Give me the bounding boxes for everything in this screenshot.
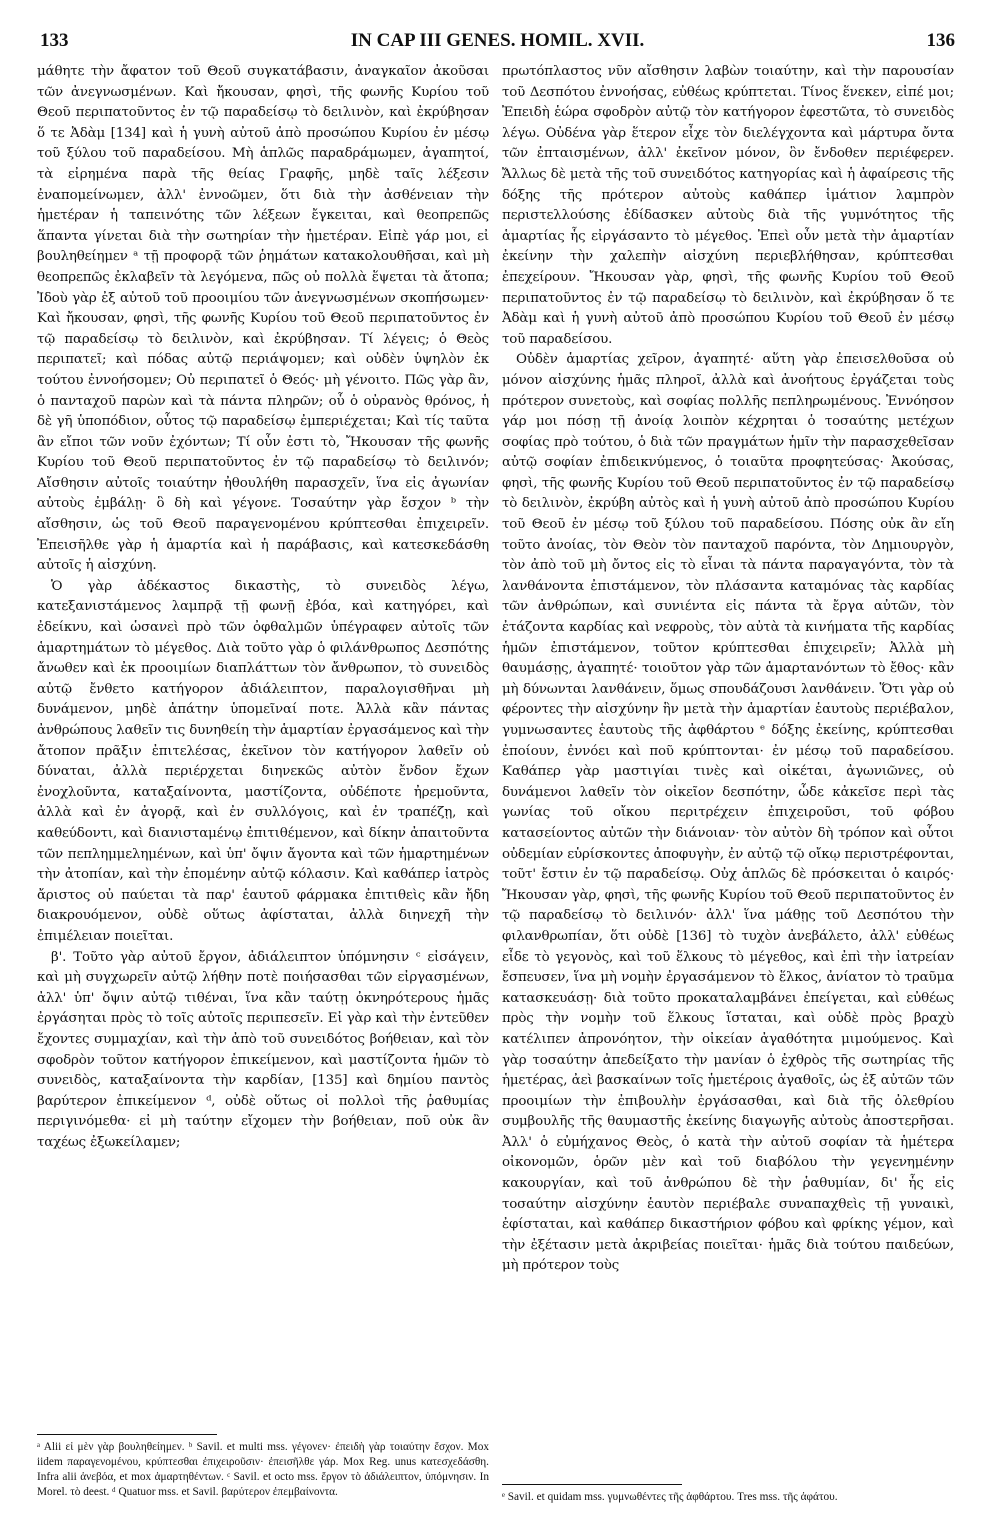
paragraph: Ὁ γὰρ ἀδέκαστος δικαστὴς, τὸ συνειδὸς λέγω, κατεξανιστάμενος λαμπρᾷ τῇ φωνῇ ἐβόα, καὶ κατηγόρει, καὶ ἐδείκνυ, καὶ ὡσανεὶ πρὸ τῶν ὀφθαλμῶν ὑπέγραφεν αὐτοῖς τῶν ἁμαρτημάτων τὸ μέγεθος. Διὰ τοῦτο γὰρ ὁ φιλάνθρωπος Δεσπότης ἄνωθεν καὶ ἐκ προοιμίων διαπλάττων τὸν ἄνθρωπον, τὸ συνειδὸς αὐτῷ ἔνθετο κατήγορον ἀδιάλειπτον, παραλογισθῆναι μὴ δυνάμενον, μηδὲ ἀπάτην ὑπομεῖναί ποτε. Ἀλλὰ κἂν πάντας ἀνθρώπους λαθεῖν τις δυνηθείη τὴν ἁμαρτίαν ἐργασάμενος καὶ τὴν ἄτοπον πρᾶξιν ἐπιτελέσας, ἐκεῖνον τὸν κατήγορον λαθεῖν οὐ δύναται, ἀλλὰ περιέρχεται διηνεκῶς αὐτὸν ἔνδον ἔχων ἐνοχλοῦντα, καταξαίνοντα, μαστίζοντα, οὐδέποτε ἠρεμοῦντα, ἀλλὰ καὶ ἐν ἀγορᾷ, καὶ ἐν συλλόγοις, καὶ ἐν τραπέζῃ, καὶ καθεύδοντι, καὶ διανισταμένῳ ἐπιτιθέμενον, καὶ δίκην ἀπαιτοῦντα τῶν πεπλημμελημένων, καὶ ὑπ' ὄψιν ἄγοντα καὶ τῶν ἡμαρτημένων τὴν ἀτοπίαν, καὶ τὴν ἐπομένην αὐτῷ κόλασιν. Καὶ καθάπερ ἰατρὸς ἄριστος οὐ παύεται τὰ παρ' ἑαυτοῦ φάρμακα ἐπιτιθεὶς κἂν ἤδη διακρουόμενον, οὐδὲ οὕτως ἀφίσταται, ἀλλὰ διηνεχῆ τὴν ἐπιμέλειαν ποιεῖται. [37, 578, 489, 944]
page-number-left: 133 [40, 30, 69, 51]
footnotes-left: ᵃ Alii εἰ μὲν γὰρ βουληθείημεν. ᵇ Savil. et multi mss. γέγονεν· ἐπειδὴ γὰρ τοιαύτην ἔσχον. Mox iidem παραγενομένου, κρύπτεσθαι ἐπιχειροῦσιν· ἐπεισῆλθε γάρ. Mox Reg. unus κατεσχεδάσθη. Infra alii ἀνεβόα, et mox ἁμαρτηθέντων. ᶜ Savil. et octo mss. ἔργον τὸ ἀδιάλειπτον, ὑπόμνησιν. In Morel. τὸ deest. ᵈ Quatuor mss. et Savil. βαρύτερον ἐπεμβαίνοντα. [37, 1441, 489, 1498]
paragraph: β'. Τοῦτο γὰρ αὐτοῦ ἔργον, ἀδιάλειπτον ὑπόμνησιν ᶜ εἰσάγειν, καὶ μὴ συγχωρεῖν αὐτῷ λήθην ποτὲ ποιήσασθαι τῶν εἰργασμένων, ἀλλ' ὑπ' ὄψιν αὐτῷ τιθέναι, ἵνα κἂν ταύτῃ ὀκνηρότερους ἡμᾶς ἐργάσηται πρὸς τὸ τοῖς αὐτοῖς περιπεσεῖν. Εἰ γὰρ καὶ τὴν ἐντεῦθεν ἔχοντες συμμαχίαν, καὶ τὴν ἀπὸ τοῦ συνειδότος βοήθειαν, καὶ τὸν σφοδρὸν τοῦτον κατήγορον ἐπικείμενον, καὶ μαστίζοντα ἡμῶν τὸ συνειδὸς, καταξαίνοντα τὴν καρδίαν, [135] καὶ δημίου παντὸς βαρύτερον ἐπικείμενον ᵈ, οὐδὲ οὕτως οἱ πολλοὶ τῆς ῥαθυμίας περιγινόμεθα· εἰ μὴ ταύτην εἴχομεν τὴν βοήθειαν, ποῦ οὐκ ἂν ταχέως ἐξωκείλαμεν; [37, 949, 489, 1150]
left-column [37, 62, 489, 1153]
page-number-right: 136 [926, 30, 955, 51]
running-header [40, 30, 955, 58]
running-title: IN CAP III GENES. HOMIL. XVII. [350, 30, 645, 51]
footnote-divider [37, 1434, 217, 1435]
footnotes-right: ᵉ Savil. et quidam mss. γυμνωθέντες τῆς ἀφθάρτου. Tres mss. τῆς ἀφάτου. [502, 1491, 838, 1503]
footnote-divider [502, 1484, 682, 1485]
right-column [502, 62, 954, 1277]
paragraph: Οὐδὲν ἁμαρτίας χεῖρον, ἀγαπητέ· αὕτη γὰρ ἐπεισελθοῦσα οὐ μόνον αἰσχύνης ἡμᾶς πληροῖ, ἀλλὰ καὶ ἀνοήτους ἐργάζεται τοὺς πρότερον συνετοὺς, καὶ σοφίας πολλῆς πεπληρωμένους. Ἐννόησον γάρ μοι πόσῃ τῇ ἀνοίᾳ λοιπὸν κέχρηται ὁ τοσαύτης μετέχων σοφίας πρὸ τούτου, ὁ διὰ τῶν πραγμάτων ἡμῖν τὴν παρασχεθεῖσαν αὐτῷ σοφίαν ἐπιδεικνύμενος, ὁ τοιαῦτα προφητεύσας· Ἀκούσας, φησὶ, τῆς φωνῆς Κυρίου τοῦ Θεοῦ περιπατοῦντος ἐν τῷ παραδείσῳ τὸ δειλινὸν, ἐκρύβη αὐτὸς καὶ ἡ γυνὴ αὐτοῦ ἀπὸ προσώπου Κυρίου τοῦ Θεοῦ ἐν μέσῳ τοῦ ξύλου τοῦ παραδείσου. Πόσης οὐκ ἂν εἴη τοῦτο ἀνοίας, τὸν Θεὸν τὸν πανταχοῦ παρόντα, τὸν Δημιουργὸν, τὸν ἀπὸ τοῦ μὴ ὄντος εἰς τὸ εἶναι τὰ πάντα παραγαγόντα, τὸν τὰ λανθάνοντα ἐπιστάμενον, τὸν πλάσαντα καταμόνας τὰς καρδίας τῶν ἀνθρώπων, καὶ συνιέντα εἰς πάντα τὰ ἔργα αὐτῶν, τὸν ἐτάζοντα καρδίας καὶ νεφροὺς, τὸν αὐτὰ τὰ κινήματα τῆς καρδίας ἡμῶν ἐπιστάμενον, τοῦτον κρύπτεσθαι ἐπιχειρεῖν; Ἀλλὰ μὴ θαυμάσῃς, ἀγαπητέ· τοιοῦτον γὰρ τῶν ἁμαρτανόντων τὸ ἔθος· κἂν μὴ δύνωνται λανθάνειν, ὅμως σπουδάζουσι λανθάνειν. Ὅτι γὰρ οὐ φέροντες τὴν αἰσχύνην ἣν μετὰ τὴν ἁμαρτίαν ἑαυτοὺς περιέβαλον, γυμνωσαντες ἑαυτοὺς τῆς ἀφθάρτου ᵉ δόξης ἐκείνης, κρύπτεσθαι ἐποίουν, ἐννόει καὶ ποῦ κρύπτονται· ἐν μέσῳ τοῦ παραδείσου. Καθάπερ γὰρ μαστιγίαι τινὲς καὶ οἰκέται, ἀγωνιῶνες, οὐ δυνάμενοι λαθεῖν τὸν οἰκεῖον δεσπότην, ὧδε κἀκεῖσε περὶ τὰς γωνίας τοῦ οἴκου περιτρέχειν ἐπιχειροῦσι, τοῦ φόβου κατασείοντος αὐτῶν τὴν διάνοιαν· τὸν αὐτὸν δὴ τρόπον καὶ οὗτοι οὐδεμίαν εὑρίσκοντες ἀποφυγὴν, ἐν αὐτῷ τῷ οἴκῳ περιστρέφονται, τοῦτ' ἔστιν ἐν τῷ παραδείσῳ. Οὐχ ἁπλῶς δὲ πρόσκειται ὁ καιρός· Ἤκουσαν γὰρ, φησὶ, τῆς φωνῆς Κυρίου τοῦ Θεοῦ περιπατοῦντος ἐν τῷ παραδείσῳ τὸ δειλινόν· ἀλλ' ἵνα μάθῃς τοῦ Δεσπότου τὴν φιλανθρωπίαν, ὅτι οὐδὲ [136] τὸ τυχὸν ἀνεβάλετο, ἀλλ' εὐθέως εἶδε τὸ γεγονὸς, καὶ τοῦ ἕλκους τὸ μέγεθος, καὶ ἐπὶ τὴν ἰατρείαν ἔσπευσεν, ἵνα μὴ νομὴν ἐργασάμενον τὸ ἕλκος, ἀνίατον τὸ τραῦμα κατασκευάσῃ· διὰ τοῦτο προκαταλαμβάνει ἐπείγεται, καὶ εὐθέως πρὸς τὴν νομὴν τοῦ ἕλκους ἵσταται, καὶ οὐδὲ πρὸς βραχὺ κατέλιπεν ἀπρονόητον, τὴν οἰκείαν ἀγαθότητα μιμούμενος. Καὶ γὰρ τοσαύτην ἀπεδείξατο τὴν μανίαν ὁ ἐχθρὸς τῆς σωτηρίας τῆς ἡμετέρας, ἀεὶ βασκαίνων τοῖς ἡμετέροις ἀγαθοῖς, ὡς ἐξ αὐτῶν τῶν προοιμίων τὴν ἐπιβουλὴν ἐργάσασθαι, καὶ διὰ τῆς ὀλεθρίου συμβουλῆς τῆς θαυμαστῆς ἐκείνης διαγωγῆς αὐτοὺς ἀποστερῆσαι. Ἀλλ' ὁ εὐμήχανος Θεὸς, ὁ κατὰ τὴν αὐτοῦ σοφίαν τὰ ἡμέτερα οἰκονομῶν, ὁρῶν μὲν καὶ τοῦ διαβόλου τὴν γεγενημένην κακουργίαν, καὶ τοῦ ἀνθρώπου δὲ τὴν ῥαθυμίαν, δι' ἧς εἰς τοσαύτην αἰσχύνην ἑαυτὸν περιέβαλε συναπαχθεὶς τῇ γυναικὶ, ἐφίσταται, καὶ καθάπερ δικαστήριον φόβου καὶ φρίκης γέμον, καὶ τὴν ἐξέτασιν μετὰ ἀκριβείας ποιεῖται· ἡμᾶς διὰ τούτου παιδεύων, μὴ πρότερον τοὺς [502, 352, 954, 1274]
paragraph: μάθητε τὴν ἄφατον τοῦ Θεοῦ συγκατάβασιν, ἀναγκαῖον ἀκοῦσαι τῶν ἀνεγνωσμένων. Καὶ ἤκουσαν, φησὶ, τῆς φωνῆς Κυρίου τοῦ Θεοῦ περιπατοῦντος ἐν τῷ παραδείσῳ τὸ δειλινὸν, καὶ ἐκρύβησαν ὅ τε Ἀδὰμ [134] καὶ ἡ γυνὴ αὐτοῦ ἀπὸ προσώπου Κυρίου ἐν μέσῳ τοῦ ξύλου τοῦ παραδείσου. Μὴ ἁπλῶς παραδράμωμεν, ἀγαπητοί, τὰ εἰρημένα παρὰ τῆς θείας Γραφῆς, μηδὲ ταῖς λέξεσιν ἐναπομείνωμεν, ἀλλ' ἐννοῶμεν, ὅτι διὰ τὴν ἀσθένειαν τὴν ἡμετέραν ἡ ταπεινότης τῶν λέξεων ἔγκειται, καὶ θεοπρεπῶς ἅπαντα γίνεται διὰ τὴν σωτηρίαν τὴν ἡμετέραν. Εἰπὲ γάρ μοι, εἰ βουληθείημεν ᵃ τῇ προφορᾷ τῶν ῥημάτων κατακολουθῆσαι, καὶ μὴ θεοπρεπῶς ἐκλαβεῖν τὰ λεγόμενα, πῶς οὐ πολλὰ ἕψεται τὰ ἄτοπα; Ἰδοὺ γὰρ ἐξ αὐτοῦ τοῦ προοιμίου τῶν ἀνεγνωσμένων σκοπήσωμεν· Καὶ ἤκουσαν, φησὶ, τῆς φωνῆς Κυρίου τοῦ Θεοῦ περιπατοῦντος ἐν τῷ παραδείσῳ τὸ δειλινὸν, καὶ ἐκρύβησαν. Τί λέγεις; ὁ Θεὸς περιπατεῖ; καὶ πόδας αὐτῷ περιάψομεν; καὶ οὐδὲν ὑψηλὸν ἐκ τούτου ἐννοήσομεν; Οὐ περιπατεῖ ὁ Θεός· μὴ γένοιτο. Πῶς γὰρ ἂν, ὁ πανταχοῦ παρὼν καὶ τὰ πάντα πληρῶν; οὗ ὁ οὐρανὸς θρόνος, ἡ δὲ γῆ ὑποπόδιον, οὗτος τῷ παραδείσῳ ἐμπεριέχεται; Καὶ τίς ταῦτα ἂν εἴποι τῶν νοῦν ἐχόντων; Τί οὖν ἐστι τὸ, Ἤκουσαν τῆς φωνῆς Κυρίου τοῦ Θεοῦ περιπατοῦντος ἐν τῷ παραδείσῳ τὸ δειλινόν; Αἴσθησιν αὐτοῖς τοιαύτην ἠθουλήθη παρασχεῖν, ἵνα εἰς ἀγωνίαν αὐτοὺς ἐμβάλῃ· ὃ δὴ καὶ γέγονε. Τοσαύτην γὰρ ἔσχον ᵇ τὴν αἴσθησιν, ὡς τοῦ Θεοῦ παραγενομένου κρύπτεσθαι ἐπιχειρεῖν. Ἐπεισῆλθε γὰρ ἡ ἁμαρτία καὶ ἡ παράβασις, καὶ κατεσκεδάσθη αὐτοῖς ἡ αἰσχύνη. [37, 64, 489, 574]
paragraph: πρωτόπλαστος νῦν αἴσθησιν λαβὼν τοιαύτην, καὶ τὴν παρουσίαν τοῦ Δεσπότου ἐννοήσας, εὐθέως κρύπτεται. Τίνος ἕνεκεν, εἰπέ μοι; Ἐπειδὴ ἑώρα σφοδρὸν αὐτῷ τὸν κατήγορον ἐφεστῶτα, τὸ συνειδὸς λέγω. Οὐδένα γὰρ ἕτερον εἶχε τὸν διελέγχοντα καὶ μάρτυρα ὄντα τῶν ἐπταισμένων, ἀλλ' ἐκεῖνον μόνον, ὃν ἔνδοθεν περιέφερεν. Ἄλλως δὲ μετὰ τῆς τοῦ συνειδότος κατηγορίας καὶ ἡ ἀφαίρεσις τῆς δόξης τῆς πρότερον αὐτοὺς καθάπερ ἱμάτιον λαμπρὸν περιστελλούσης ἐδίδασκεν αὐτοὺς διὰ τῆς γυμνότητος τῆς ἁμαρτίας ἧς εἰργάσαντο τὸ μέγεθος. Ἐπεὶ οὖν μετὰ τὴν ἁμαρτίαν ἐκείνην τὴν χαλεπὴν αἰσχύνη περιεβλήθησαν, κρύπτεσθαι ἐπεχείρουν. Ἤκουσαν γὰρ, φησὶ, τῆς φωνῆς Κυρίου τοῦ Θεοῦ περιπατοῦντος ἐν τῷ παραδείσῳ τὸ δειλινὸν, καὶ ἐκρύβησαν ὅ τε Ἀδὰμ καὶ ἡ γυνὴ αὐτοῦ ἀπὸ προσώπου Κυρίου τοῦ Θεοῦ ἐν μέσῳ τοῦ παραδείσου. [502, 64, 954, 347]
